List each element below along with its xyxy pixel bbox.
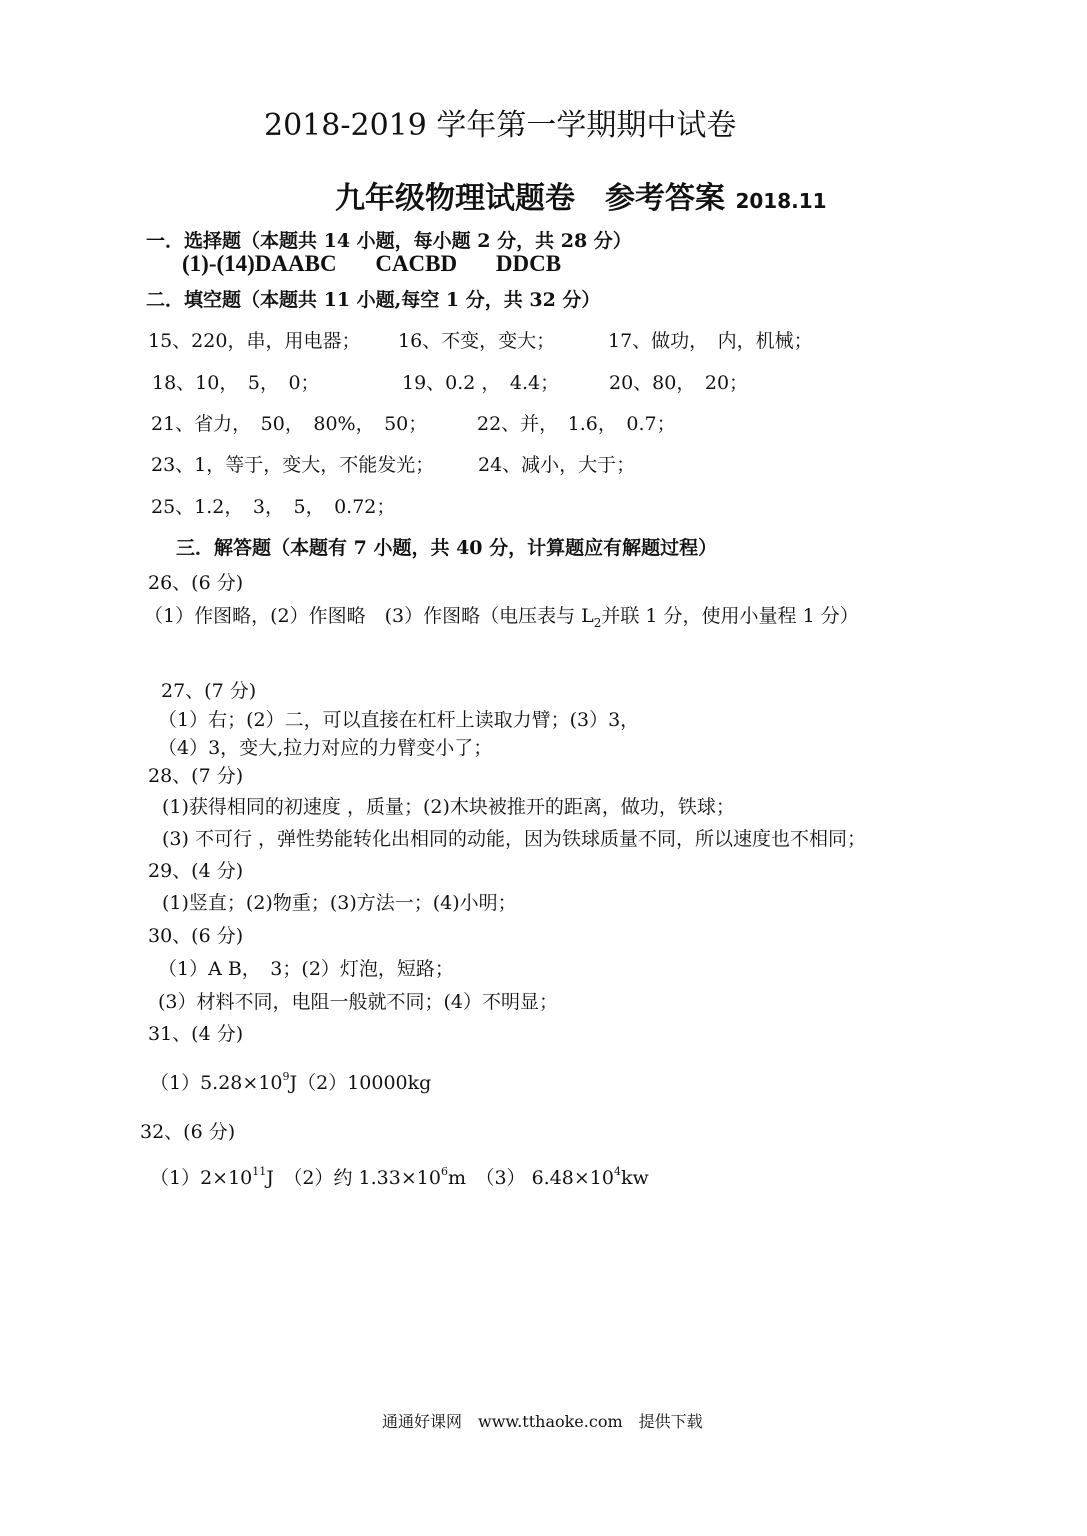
answer-31-exponent: 9 [282, 1069, 290, 1083]
choice-group-3: DDCB [495, 251, 562, 276]
answer-31-text-a: （1）5.28×10 [150, 1072, 283, 1094]
answer-19: 19、0.2 ， 4.4； [402, 372, 560, 394]
choice-group-2: CACBD [375, 251, 458, 276]
answer-32-exponent-1: 11 [252, 1164, 267, 1178]
answer-26-text-a: （1）作图略，(2）作图略 (3）作图略（电压表与 L [144, 605, 594, 627]
answer-26-text-b: 并联 1 分，使用小量程 1 分） [601, 605, 859, 627]
answer-26-heading: 26、(6 分) [148, 572, 244, 594]
answer-30-line1: （1）A B， 3；(2）灯泡，短路； [158, 958, 454, 980]
answer-32-text-d: kw [620, 1167, 649, 1189]
section2-heading: 二．填空题（本题共 11 小题,每空 1 分，共 32 分） [146, 289, 601, 311]
choice-answers [182, 251, 561, 277]
answer-20: 20、80， 20； [609, 372, 749, 394]
answer-16: 16、不变，变大； [398, 330, 556, 352]
section1-heading: 一．选择题（本题共 14 小题，每小题 2 分，共 28 分） [146, 230, 632, 252]
choice-group-1: (1)-(14)DAABC [182, 251, 337, 276]
answer-32-text-b: J （2）约 1.33×10 [266, 1167, 441, 1189]
answer-31 [150, 1068, 431, 1095]
page-subtitle [335, 173, 827, 217]
answer-31-heading: 31、(4 分) [148, 1023, 244, 1045]
answer-30-line2: (3）材料不同，电阻一般就不同；(4）不明显； [158, 991, 559, 1013]
answer-22: 22、并， 1.6， 0.7； [477, 413, 676, 435]
answer-25: 25、1.2， 3， 5， 0.72； [151, 496, 396, 518]
answer-23: 23、1，等于，变大，不能发光； [151, 454, 435, 476]
answer-31-text-b: J（2）10000kg [289, 1072, 432, 1094]
answer-27-line2: （4）3，变大,拉力对应的力臂变小了； [158, 737, 493, 759]
answer-32 [150, 1163, 649, 1190]
answer-18: 18、10， 5， 0； [152, 372, 320, 394]
answer-28-heading: 28、(7 分) [148, 765, 244, 787]
section3-heading: 三．解答题（本题有 7 小题，共 40 分，计算题应有解题过程） [176, 537, 718, 559]
answer-32-exponent-3: 4 [613, 1164, 621, 1178]
answer-26 [144, 601, 859, 630]
answer-21: 21、省力， 50， 80%， 50； [151, 413, 428, 435]
answer-32-exponent-2: 6 [440, 1164, 448, 1178]
answer-15: 15、220，串，用电器； [148, 330, 361, 352]
answer-32-heading: 32、(6 分) [140, 1121, 236, 1143]
answer-27-line1: （1）右；(2）二，可以直接在杠杆上读取力臂；(3）3， [158, 709, 640, 731]
footer-credit: 通通好课网 www.tthaoke.com 提供下载 [382, 1412, 703, 1431]
answer-29-line1: (1)竖直；(2)物重；(3)方法一；(4)小明； [162, 892, 517, 914]
answer-28-line2: (3) 不可行 ，弹性势能转化出相同的动能，因为铁球质量不同，所以速度也不相同； [162, 828, 866, 850]
subtitle-date: 2018.11 [735, 189, 827, 213]
answer-32-text-c: m （3） 6.48×10 [447, 1167, 614, 1189]
answer-26-subscript: 2 [593, 615, 602, 630]
subtitle-text: 九年级物理试题卷 参考答案 [335, 181, 725, 216]
answer-30-heading: 30、(6 分) [148, 925, 244, 947]
answer-24: 24、减小，大于； [478, 454, 636, 476]
answer-32-text-a: （1）2×10 [150, 1167, 253, 1189]
page-title: 2018-2019 学年第一学期期中试卷 [264, 108, 737, 143]
answer-27-heading: 27、(7 分) [161, 680, 257, 702]
answer-29-heading: 29、(4 分) [148, 860, 244, 882]
answer-17: 17、做功， 内，机械； [608, 330, 813, 352]
answer-28-line1: (1)获得相同的初速度 ，质量；(2)木块被推开的距离，做功，铁球； [162, 796, 735, 818]
